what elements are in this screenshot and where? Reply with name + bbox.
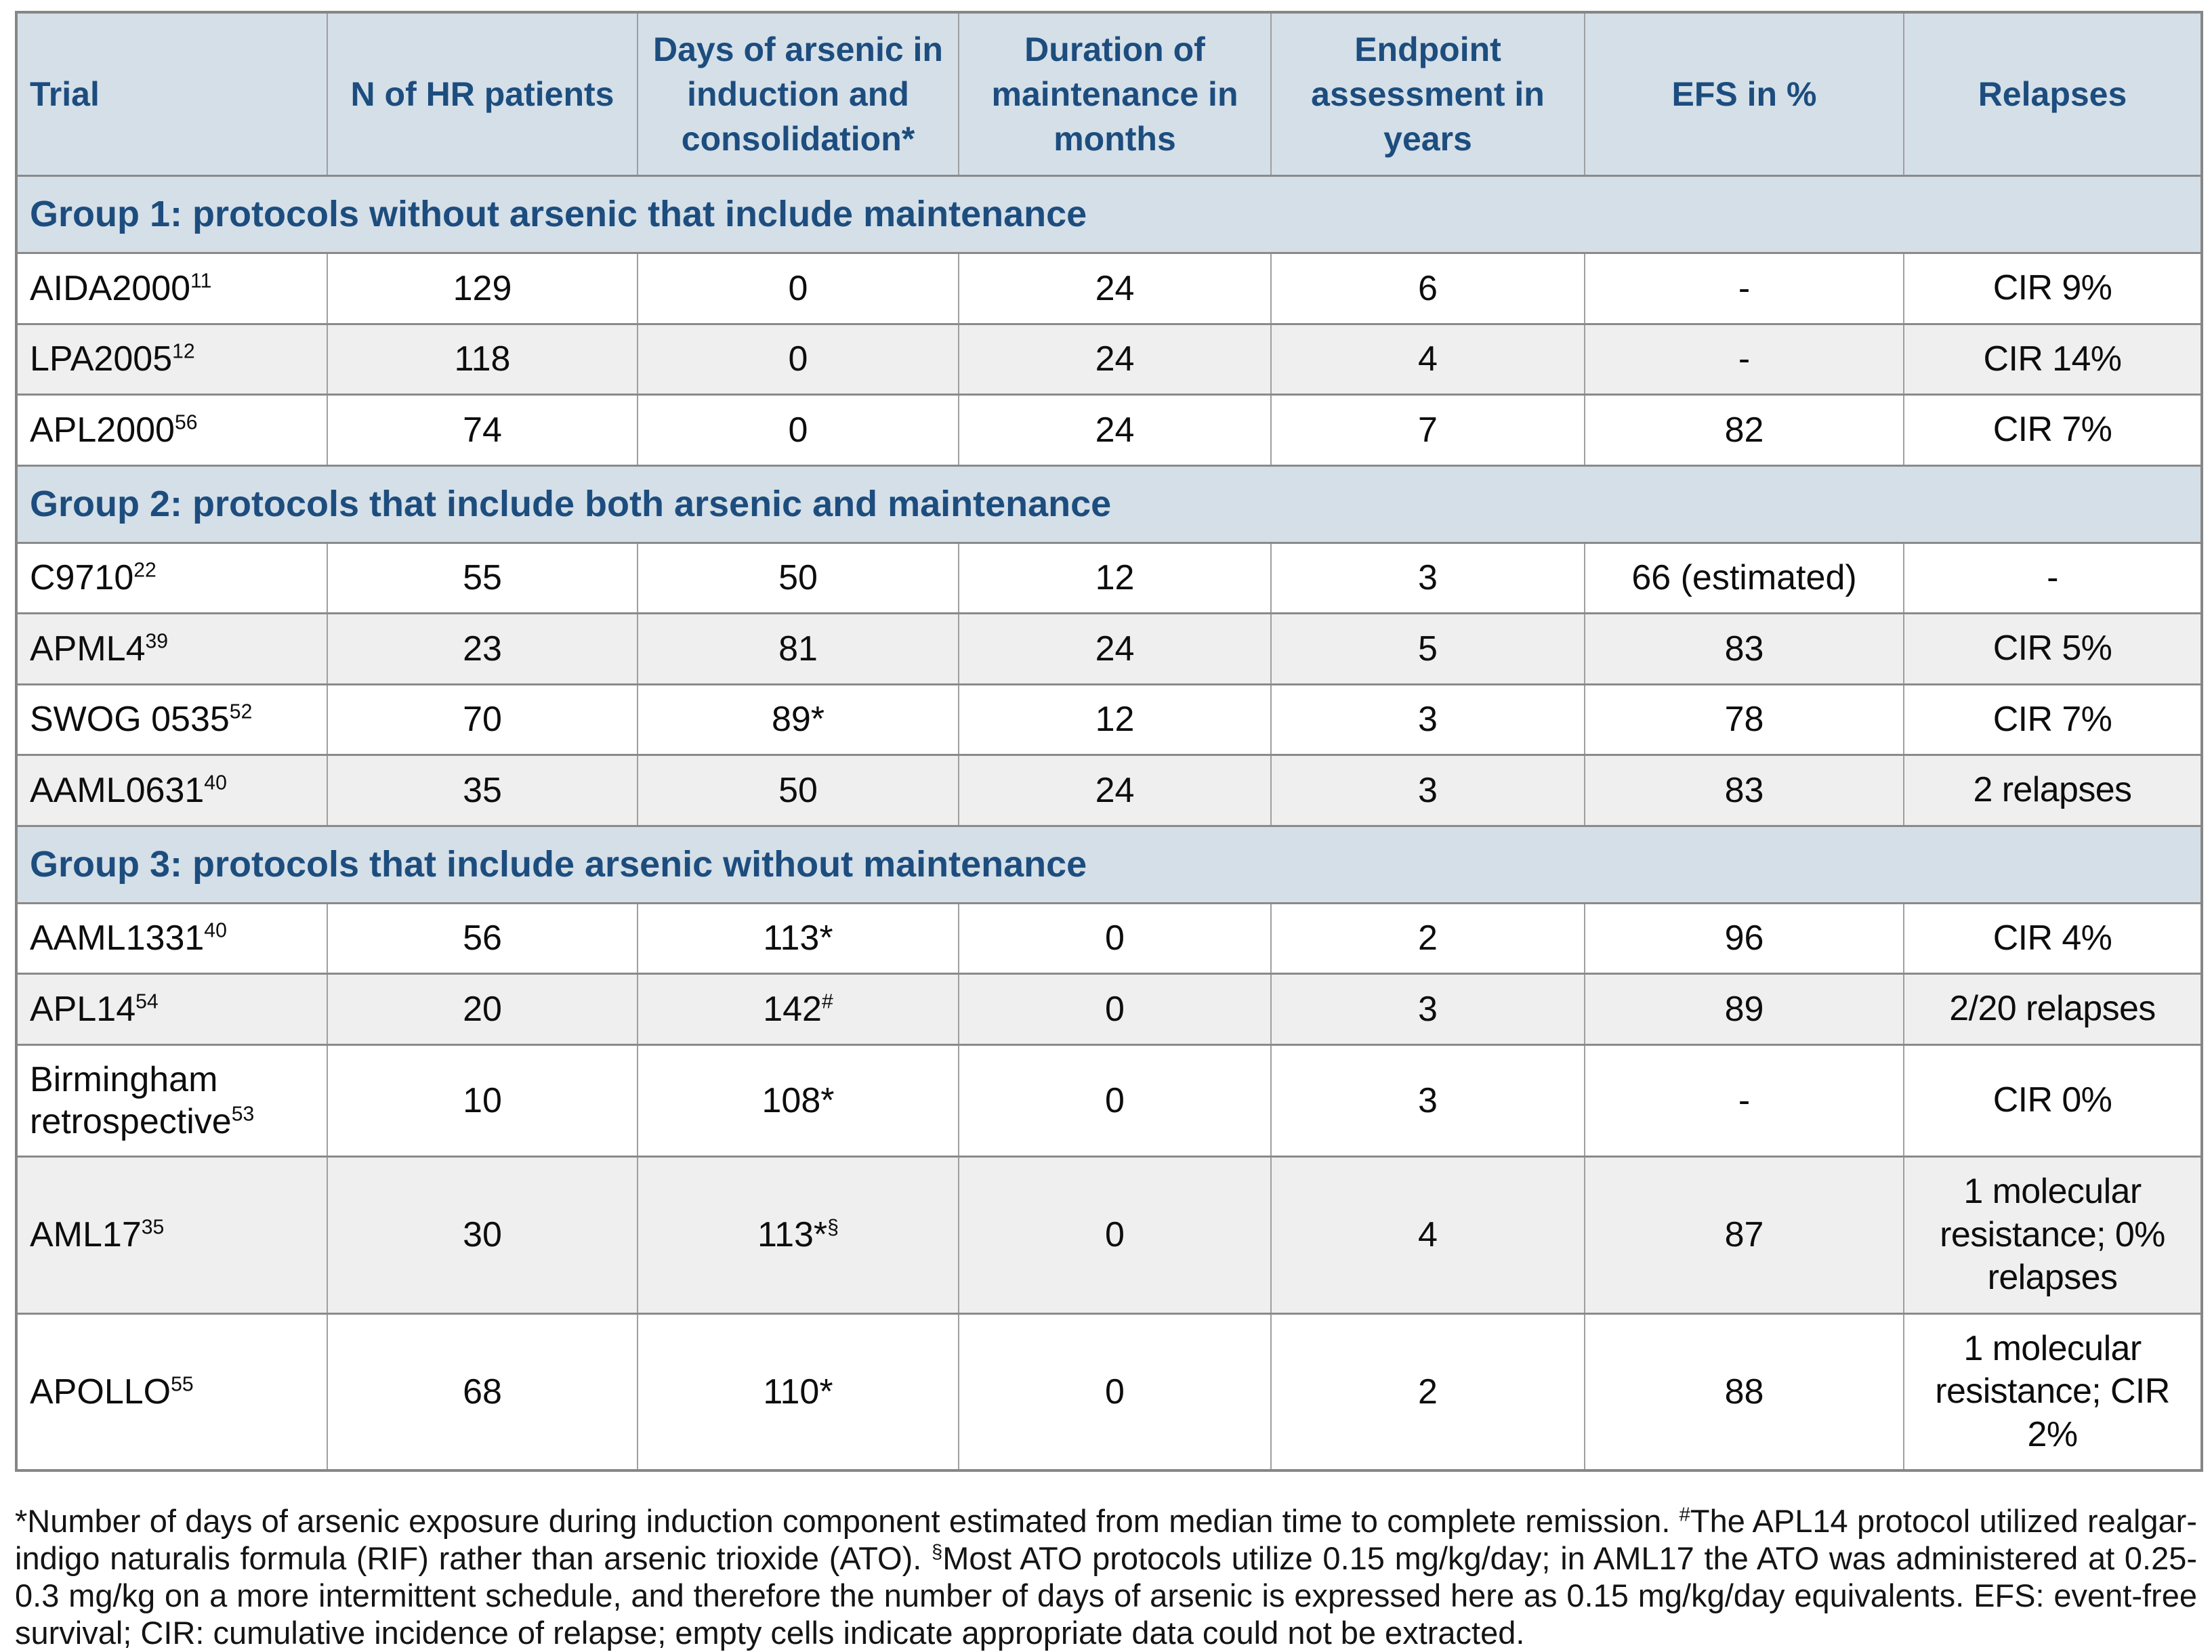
maintenance-cell: 0 [959, 974, 1271, 1044]
table-row [16, 974, 2202, 1044]
citation-superscript: 53 [231, 1103, 255, 1126]
footnote-marker: § [827, 1216, 839, 1240]
maintenance-cell: 24 [959, 614, 1271, 684]
citation-superscript: 40 [204, 919, 227, 942]
trial-cell [16, 614, 327, 684]
relapses-cell: CIR 5% [1904, 614, 2202, 684]
trials-table [15, 11, 2203, 1472]
relapses-cell: CIR 7% [1904, 395, 2202, 465]
citation-superscript: 55 [171, 1373, 194, 1396]
citation-superscript: 22 [133, 559, 156, 582]
trial-cell [16, 1157, 327, 1313]
table-row [16, 1157, 2202, 1313]
n-patients-cell: 74 [327, 395, 638, 465]
group-header-row [16, 176, 2202, 253]
endpoint-cell: 4 [1271, 324, 1585, 394]
citation-superscript: 54 [135, 990, 159, 1013]
relapses-cell: CIR 4% [1904, 903, 2202, 973]
maintenance-cell: 0 [959, 1157, 1271, 1313]
column-header-row [16, 12, 2202, 176]
table-footnote [15, 1503, 2197, 1652]
arsenic-days-cell: 108* [638, 1044, 959, 1157]
group-header-row [16, 465, 2202, 543]
efs-cell: 88 [1585, 1313, 1904, 1470]
citation-superscript: 12 [172, 340, 195, 363]
trial-name: APOLLO [30, 1372, 171, 1412]
trial-name: AAML1331 [30, 918, 205, 958]
endpoint-cell: 3 [1271, 684, 1585, 755]
relapses-cell: 2/20 relapses [1904, 974, 2202, 1044]
arsenic-days-cell: 0 [638, 324, 959, 394]
arsenic-days-cell: 81 [638, 614, 959, 684]
trial-cell [16, 903, 327, 973]
efs-cell: 96 [1585, 903, 1904, 973]
n-patients-cell: 129 [327, 253, 638, 324]
col-header-maintenance-duration: Duration of maintenance in months [959, 12, 1271, 176]
efs-cell: - [1585, 253, 1904, 324]
col-header-trial: Trial [16, 12, 327, 176]
citation-superscript: 56 [174, 411, 198, 434]
maintenance-cell: 12 [959, 684, 1271, 755]
group-header-row [16, 826, 2202, 903]
n-patients-cell: 70 [327, 684, 638, 755]
relapses-cell: - [1904, 543, 2202, 613]
n-patients-cell: 30 [327, 1157, 638, 1313]
maintenance-cell: 24 [959, 755, 1271, 826]
table-row [16, 614, 2202, 684]
trial-cell [16, 543, 327, 613]
citation-superscript: 11 [190, 270, 212, 293]
trial-cell [16, 1313, 327, 1470]
n-patients-cell: 55 [327, 543, 638, 613]
trial-name: APL14 [30, 989, 136, 1029]
efs-cell: 82 [1585, 395, 1904, 465]
maintenance-cell: 0 [959, 1044, 1271, 1157]
endpoint-cell: 3 [1271, 1044, 1585, 1157]
relapses-cell: 1 molecular resistance; 0% relapses [1904, 1157, 2202, 1313]
maintenance-cell: 24 [959, 324, 1271, 394]
citation-superscript: 52 [229, 700, 253, 723]
arsenic-days-cell: 110* [638, 1313, 959, 1470]
col-header-efs: EFS in % [1585, 12, 1904, 176]
endpoint-cell: 3 [1271, 543, 1585, 613]
trial-cell [16, 684, 327, 755]
col-header-n-patients: N of HR patients [327, 12, 638, 176]
footnote-text-1: *Number of days of arsenic exposure during induction component estimated from median time to complete remission. [15, 1503, 1679, 1540]
relapses-cell: CIR 14% [1904, 324, 2202, 394]
table-row [16, 1044, 2202, 1157]
footnote-marker-section: § [932, 1541, 943, 1563]
arsenic-days-cell: 113*§ [638, 1157, 959, 1313]
trial-name: APML4 [30, 629, 146, 669]
table-row [16, 324, 2202, 394]
efs-cell: 83 [1585, 755, 1904, 826]
footnote-marker-hash: # [1679, 1504, 1690, 1526]
endpoint-cell: 3 [1271, 974, 1585, 1044]
n-patients-cell: 118 [327, 324, 638, 394]
relapses-cell: CIR 9% [1904, 253, 2202, 324]
endpoint-cell: 2 [1271, 1313, 1585, 1470]
efs-cell: 78 [1585, 684, 1904, 755]
table-row [16, 395, 2202, 465]
maintenance-cell: 0 [959, 1313, 1271, 1470]
efs-cell: - [1585, 1044, 1904, 1157]
citation-superscript: 39 [145, 630, 169, 653]
table-row [16, 903, 2202, 973]
relapses-cell: 1 molecular resistance; CIR 2% [1904, 1313, 2202, 1470]
trial-cell [16, 395, 327, 465]
col-header-endpoint-assessment: Endpoint assessment in years [1271, 12, 1585, 176]
relapses-cell: CIR 7% [1904, 684, 2202, 755]
efs-cell: 66 (estimated) [1585, 543, 1904, 613]
n-patients-cell: 56 [327, 903, 638, 973]
trial-name: AIDA2000 [30, 268, 191, 308]
footnote-text-2: The APL14 protocol utilized realgar-indigo naturalis formula (RIF) rather than arsenic trioxide (ATO). [15, 1503, 2197, 1577]
group-3-label: Group 3: protocols that include arsenic without maintenance [16, 826, 2202, 903]
maintenance-cell: 12 [959, 543, 1271, 613]
group-1-label: Group 1: protocols without arsenic that include maintenance [16, 176, 2202, 253]
trial-cell [16, 755, 327, 826]
trial-cell [16, 1044, 327, 1157]
col-header-arsenic-days: Days of arsenic in induction and consolidation* [638, 12, 959, 176]
efs-cell: 89 [1585, 974, 1904, 1044]
trial-name: AML17 [30, 1215, 142, 1255]
arsenic-days-cell: 142# [638, 974, 959, 1044]
trial-cell [16, 324, 327, 394]
endpoint-cell: 7 [1271, 395, 1585, 465]
arsenic-days-cell: 0 [638, 253, 959, 324]
n-patients-cell: 10 [327, 1044, 638, 1157]
citation-superscript: 35 [141, 1216, 165, 1240]
citation-superscript: 40 [204, 771, 227, 795]
n-patients-cell: 35 [327, 755, 638, 826]
trial-name: LPA2005 [30, 339, 173, 379]
col-header-relapses: Relapses [1904, 12, 2202, 176]
trial-cell [16, 253, 327, 324]
trial-cell [16, 974, 327, 1044]
group-2-label: Group 2: protocols that include both arsenic and maintenance [16, 465, 2202, 543]
table-row [16, 684, 2202, 755]
trial-name: AAML0631 [30, 770, 205, 810]
trial-name: APL2000 [30, 410, 175, 450]
trial-name: SWOG 0535 [30, 700, 230, 740]
arsenic-days-cell: 0 [638, 395, 959, 465]
endpoint-cell: 3 [1271, 755, 1585, 826]
n-patients-cell: 23 [327, 614, 638, 684]
efs-cell: - [1585, 324, 1904, 394]
relapses-cell: 2 relapses [1904, 755, 2202, 826]
efs-cell: 83 [1585, 614, 1904, 684]
arsenic-days-cell: 50 [638, 543, 959, 613]
endpoint-cell: 4 [1271, 1157, 1585, 1313]
table-row [16, 543, 2202, 613]
endpoint-cell: 6 [1271, 253, 1585, 324]
maintenance-cell: 24 [959, 253, 1271, 324]
arsenic-days-cell: 89* [638, 684, 959, 755]
n-patients-cell: 20 [327, 974, 638, 1044]
endpoint-cell: 2 [1271, 903, 1585, 973]
trial-name: C9710 [30, 558, 134, 598]
efs-cell: 87 [1585, 1157, 1904, 1313]
footnote-text-3: Most ATO protocols utilize 0.15 mg/kg/day; in AML17 the ATO was administered at 0.25-0.3 mg/kg on a more intermittent schedule, and therefore the number of days of arsenic is expressed here as 0.15 mg/kg/day equivalents. EFS: event-free survival; CIR: cumulative incidence of relapse; empty cells indicate appropriate data could not be extracted. [15, 1540, 2197, 1651]
arsenic-days-cell: 113* [638, 903, 959, 973]
arsenic-days-cell: 50 [638, 755, 959, 826]
table-row [16, 253, 2202, 324]
endpoint-cell: 5 [1271, 614, 1585, 684]
relapses-cell: CIR 0% [1904, 1044, 2202, 1157]
footnote-marker: # [821, 990, 833, 1013]
n-patients-cell: 68 [327, 1313, 638, 1470]
table-row [16, 755, 2202, 826]
maintenance-cell: 24 [959, 395, 1271, 465]
table-row [16, 1313, 2202, 1470]
maintenance-cell: 0 [959, 903, 1271, 973]
trial-name: Birmingham retrospective [30, 1059, 232, 1142]
